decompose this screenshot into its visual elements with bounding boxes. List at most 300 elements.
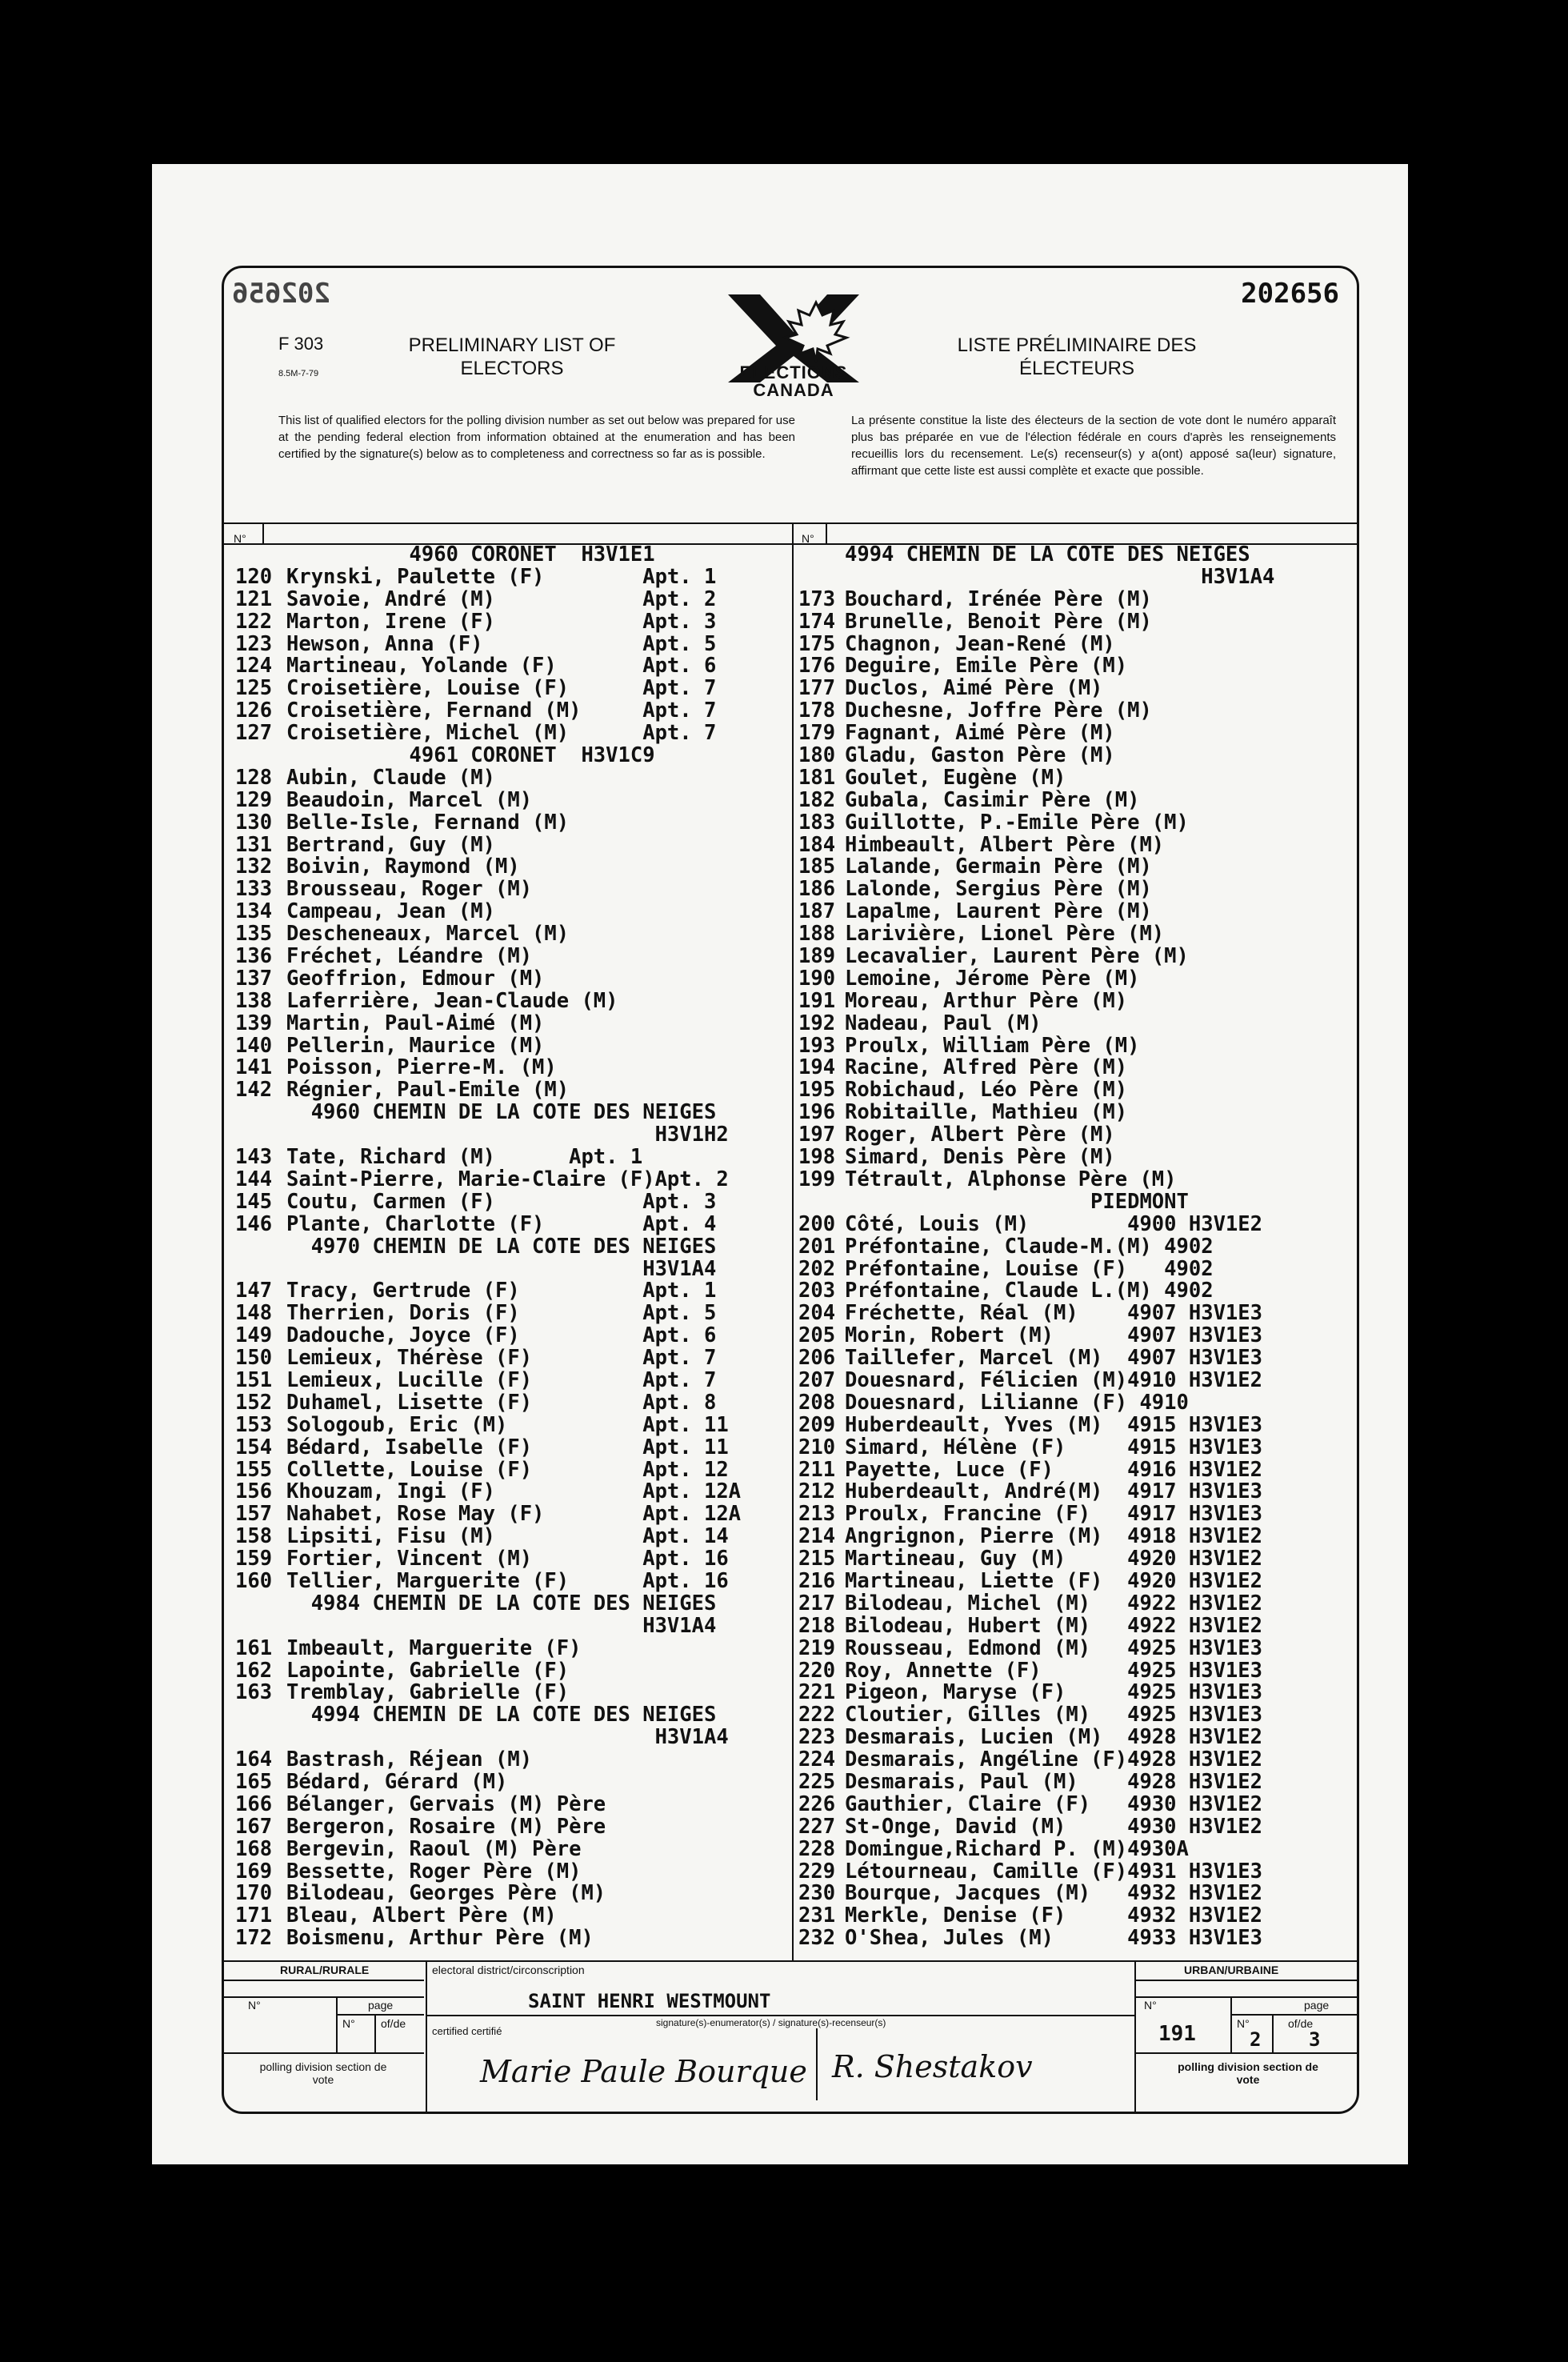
urban-of-value: 3 [1309,2028,1321,2051]
elector-entry: Duclos, Aimé Père (M) [845,676,1103,701]
elector-entry: Collette, Louise (F) Apt. 12 [286,1457,729,1482]
elector-row [798,1367,1358,1392]
elector-number: 221 [798,1680,836,1705]
elector-number: 208 [798,1390,836,1415]
elector-entry: Lemieux, Lucille (F) Apt. 7 [286,1367,717,1392]
elector-entry: Lipsiti, Fisu (M) Apt. 14 [286,1524,729,1549]
elector-number: 140 [235,1033,273,1058]
elector-entry: Boismenu, Arthur Père (M) [286,1926,594,1951]
serial-number-mirrored: 202656 [232,278,330,310]
elector-entry: Lalande, Germain Père (M) [845,855,1152,879]
elector-entry: Proulx, William Père (M) [845,1033,1140,1058]
elector-row [798,1548,1358,1571]
elector-number: 191 [798,988,836,1013]
district-label: electoral district/circonscription [432,1964,585,1976]
elector-number: 178 [798,699,836,723]
elector-entry: Bouchard, Irénée Père (M) [845,586,1152,611]
urban-polling-division-label: polling division section de vote [1178,2060,1318,2086]
elector-row [235,1816,787,1839]
elector-entry: Pellerin, Maurice (M) [286,1033,545,1058]
elector-row [798,787,1358,812]
elector-row [235,901,787,923]
elector-number: 199 [798,1167,836,1191]
elector-number: 220 [798,1658,836,1683]
footer-rule-d [1136,1996,1359,1998]
elector-entry: Proulx, Francine (F) 4917 H3V1E3 [845,1502,1262,1527]
elector-entry: Poisson, Pierre-M. (M) [286,1055,557,1080]
certified-label: certified certifié [432,2025,502,2037]
elector-number: 219 [798,1635,836,1660]
urban-page-value: 2 [1250,2028,1262,2051]
elector-number: 204 [798,1301,836,1326]
elector-row [798,1660,1358,1683]
elector-row [798,1437,1358,1459]
elector-entry: Morin, Robert (M) 4907 H3V1E3 [845,1323,1262,1348]
footer-rural-divider [224,1980,424,1981]
elector-number: 156 [235,1479,273,1504]
elector-number: 212 [798,1479,836,1504]
elector-number: 207 [798,1367,836,1392]
elector-entry: Gubala, Casimir Père (M) [845,787,1140,812]
elector-row [235,1079,787,1102]
elector-number: 218 [798,1613,836,1638]
elector-number: 222 [798,1703,836,1727]
elector-entry: Saint-Pierre, Marie-Claire (F)Apt. 2 [286,1167,729,1191]
elector-row [235,723,787,745]
elector-entry: Bourque, Jacques (M) 4932 H3V1E2 [845,1881,1262,1906]
elector-number: 173 [798,586,836,611]
address-heading-row [235,745,787,767]
elector-row [235,1325,787,1347]
electors-column-left [235,544,787,1950]
address-heading-row [798,566,1358,589]
elector-number: 151 [235,1367,273,1392]
elector-entry: St-Onge, David (M) 4930 H3V1E2 [845,1814,1262,1839]
intro-english: This list of qualified electors for the polling division number as set out below was prepared for use at the pending federal election from information obtained at the enumeration and has been certified by the signature(s) below as to completeness and correctness so far as is possible. [278,414,795,461]
elector-entry: Taillefer, Marcel (M) 4907 H3V1E3 [845,1346,1262,1371]
elector-number: 165 [235,1769,273,1794]
col-label-divider-left [262,522,264,543]
elector-entry: Marton, Irene (F) Apt. 3 [286,609,717,634]
elector-row [798,1280,1358,1303]
elector-entry: Nahabet, Rose May (F) Apt. 12A [286,1502,742,1527]
elector-row [798,1883,1358,1905]
urban-no-small: N° [1237,2017,1250,2030]
elector-row [235,1769,787,1794]
elector-row [235,1548,787,1571]
elector-number: 183 [798,810,836,835]
elector-entry: Himbeault, Albert Père (M) [845,832,1165,857]
address-heading-row [798,544,1358,566]
elector-entry: Bédard, Gérard (M) [286,1769,508,1794]
elector-entry: Gauthier, Claire (F) 4930 H3V1E2 [845,1792,1262,1816]
elector-entry: Tétrault, Alphonse Père (M) [845,1167,1177,1191]
elector-entry: Lalonde, Sergius Père (M) [845,877,1152,902]
elector-entry: Lapalme, Laurent Père (M) [845,899,1152,924]
elector-row [798,988,1358,1013]
elector-row [235,1459,787,1482]
address-heading-row [235,1615,787,1638]
elector-row [798,901,1358,923]
address-heading: 4960 CORONET H3V1E1 [286,542,655,566]
elector-number: 158 [235,1524,273,1549]
address-heading-row [798,1191,1358,1214]
elector-entry: Côté, Louis (M) 4900 H3V1E2 [845,1211,1262,1236]
elector-row [798,1682,1358,1704]
elector-row [235,923,787,946]
elector-row [798,1816,1358,1839]
electors-list-form [222,266,1359,2114]
elector-row [235,1749,787,1772]
electors-column-right [798,544,1358,1950]
elector-row [235,1635,787,1660]
elector-entry: Roy, Annette (F) 4925 H3V1E3 [845,1658,1262,1683]
elector-number: 193 [798,1033,836,1058]
elector-row [798,1035,1358,1058]
elector-number: 168 [235,1836,273,1861]
rural-polling-division-label: polling division section de vote [259,2060,387,2086]
elector-row [235,566,787,589]
elector-entry: Bédard, Isabelle (F) Apt. 11 [286,1435,729,1459]
elector-number: 203 [798,1279,836,1303]
elector-number: 231 [798,1904,836,1928]
elector-number: 126 [235,699,273,723]
elector-number: 122 [235,609,273,634]
elector-entry: Régnier, Paul-Emile (M) [286,1078,570,1103]
address-heading-row [235,1256,787,1281]
elector-row [235,1169,787,1191]
elector-row [798,1635,1358,1660]
elector-number: 133 [235,877,273,902]
elector-number: 185 [798,855,836,879]
elector-number: 226 [798,1792,836,1816]
rural-no-label: N° [248,1999,261,2012]
address-heading: 4994 CHEMIN DE LA COTE DES NEIGES [845,542,1250,566]
elector-number: 137 [235,966,273,991]
elector-number: 148 [235,1301,273,1326]
intro-french: La présente constitue la liste des électeurs de la section de vote dont le numéro apparaît plus bas préparée en vue de l'élection fédérale en cours d'après les renseignements recueillis lors du recensement. Le(s) recenseur(s) y a(ont) apposé sa(leur) signature, affirmant que cette liste est aussi complète et exacte que possible. [851,414,1336,478]
elector-row [235,1013,787,1035]
elector-row [235,678,787,700]
elector-number: 129 [235,787,273,812]
elector-number: 184 [798,832,836,857]
elector-number: 154 [235,1435,273,1459]
elector-row [798,1928,1358,1950]
elector-row [235,1437,787,1459]
elector-row [235,1057,787,1079]
footer-rule-e [1230,2014,1359,2016]
elector-number: 164 [235,1747,273,1772]
elector-entry: Desmarais, Angéline (F)4928 H3V1E2 [845,1747,1262,1772]
elector-number: 127 [235,721,273,746]
elector-number: 150 [235,1346,273,1371]
urban-no-label: N° [1144,1999,1157,2012]
elector-row [798,631,1358,656]
elector-number: 131 [235,832,273,857]
elector-number: 195 [798,1078,836,1103]
elector-row [235,856,787,879]
urban-label: URBAN/URBAINE [1184,1964,1279,1976]
elector-number: 228 [798,1836,836,1861]
elector-row [235,1568,787,1593]
address-heading: 4984 CHEMIN DE LA COTE DES NEIGES [286,1591,717,1615]
elector-number: 196 [798,1100,836,1125]
elector-entry: Tate, Richard (M) Apt. 1 [286,1145,643,1170]
elector-number: 216 [798,1568,836,1593]
footer-rule-a [224,1996,424,1998]
elector-row [235,655,787,678]
elector-row [798,1568,1358,1593]
elector-entry: Lemieux, Thérèse (F) Apt. 7 [286,1346,717,1371]
elector-entry: Dadouche, Joyce (F) Apt. 6 [286,1323,717,1348]
elector-number: 159 [235,1547,273,1571]
elector-row [798,586,1358,611]
elector-row [235,1392,787,1415]
elector-entry: Descheneaux, Marcel (M) [286,922,570,947]
signature-divider [816,2028,818,2100]
elector-entry: Nadeau, Paul (M) [845,1011,1042,1035]
elector-entry: Tracy, Gertrude (F) Apt. 1 [286,1279,717,1303]
footer-vline-4 [374,2014,376,2052]
elector-entry: Boivin, Raymond (M) [286,855,520,879]
elector-number: 134 [235,899,273,924]
elector-number: 225 [798,1769,836,1794]
elector-row [798,611,1358,634]
elector-entry: Aubin, Claude (M) [286,765,495,790]
elector-entry: Hewson, Anna (F) Apt. 5 [286,631,717,656]
elector-number: 179 [798,721,836,746]
rural-no-small: N° [342,2017,355,2030]
elector-number: 125 [235,676,273,701]
urban-page-label: page [1304,1999,1330,2012]
footer-rule-f [1136,2052,1359,2054]
elector-row [235,1147,787,1169]
elector-row [798,1303,1358,1325]
elector-number: 213 [798,1502,836,1527]
elector-entry: Krynski, Paulette (F) Apt. 1 [286,564,717,589]
elector-entry: Martineau, Yolande (F) Apt. 6 [286,654,717,679]
elector-number: 124 [235,654,273,679]
elector-number: 180 [798,743,836,768]
elector-entry: Létourneau, Camille (F)4931 H3V1E3 [845,1859,1262,1884]
signature-2: R. Shestakov [832,2049,1033,2084]
elector-number: 224 [798,1747,836,1772]
elector-number: 155 [235,1457,273,1482]
footer-rule-b [336,2014,424,2016]
elector-row [798,1211,1358,1236]
elector-entry: Cloutier, Gilles (M) 4925 H3V1E3 [845,1703,1262,1727]
elector-entry: Deguire, Emile Père (M) [845,654,1128,679]
elector-number: 194 [798,1055,836,1080]
elector-row [235,1347,787,1370]
address-heading-row [235,1704,787,1727]
elector-entry: Desmarais, Lucien (M) 4928 H3V1E2 [845,1725,1262,1750]
elector-row [798,1147,1358,1169]
elector-number: 161 [235,1635,273,1660]
elector-row [798,968,1358,991]
address-heading: H3V1A4 [286,1256,717,1281]
elector-row [235,787,787,812]
address-heading: H3V1A4 [286,1725,729,1750]
elector-entry: Bélanger, Gervais (M) Père [286,1792,606,1816]
elector-number: 145 [235,1189,273,1214]
footer-vline-3 [336,1996,338,2052]
elector-row [235,1660,787,1683]
elector-entry: Huberdeault, Yves (M) 4915 H3V1E3 [845,1412,1262,1437]
elector-entry: Fortier, Vincent (M) Apt. 16 [286,1547,729,1571]
address-heading-row [235,1124,787,1147]
serial-number: 202656 [1241,278,1339,310]
footer-divider [224,1960,1359,1962]
elector-number: 209 [798,1412,836,1437]
elector-row [798,1013,1358,1035]
address-heading-row [235,1102,787,1124]
elector-entry: Desmarais, Paul (M) 4928 H3V1E2 [845,1769,1262,1794]
elector-number: 201 [798,1234,836,1259]
elector-number: 217 [798,1591,836,1615]
elector-number: 135 [235,922,273,947]
elector-entry: Préfontaine, Louise (F) 4902 [845,1256,1214,1281]
district-value: SAINT HENRI WESTMOUNT [528,1990,771,2012]
elector-entry: O'Shea, Jules (M) 4933 H3V1E3 [845,1926,1262,1951]
elector-row [235,611,787,634]
address-heading: PIEDMONT [845,1189,1189,1214]
elector-row [235,1794,787,1816]
elector-number: 139 [235,1011,273,1035]
elector-row [235,1682,787,1704]
elector-row [798,1526,1358,1548]
district-underline [426,2015,1134,2016]
elector-entry: Duchesne, Joffre Père (M) [845,699,1152,723]
form-date: 8.5M-7-79 [278,369,319,378]
footer-urban-divider [1136,1980,1359,1981]
elector-number: 186 [798,877,836,902]
elector-entry: Racine, Alfred Père (M) [845,1055,1128,1080]
elector-entry: Sologoub, Eric (M) Apt. 11 [286,1412,729,1437]
elector-row [235,988,787,1013]
elector-entry: Huberdeault, André(M) 4917 H3V1E3 [845,1479,1262,1504]
elector-entry: Bastrash, Réjean (M) [286,1747,533,1772]
elector-row [798,1503,1358,1526]
elector-number: 146 [235,1211,273,1236]
elector-entry: Robitaille, Mathieu (M) [845,1100,1128,1125]
elector-entry: Martin, Paul-Aimé (M) [286,1011,545,1035]
elector-row [235,1905,787,1928]
elector-row [235,1191,787,1214]
elector-row [798,1102,1358,1124]
elector-row [235,1928,787,1950]
elector-entry: Belle-Isle, Fernand (M) [286,810,570,835]
elector-entry: Lapointe, Gabrielle (F) [286,1658,570,1683]
elector-entry: Fagnant, Aimé Père (M) [845,721,1115,746]
elector-entry: Bilodeau, Hubert (M) 4922 H3V1E2 [845,1613,1262,1638]
signature-label: signature(s)-enumerator(s) / signature(s)-recenseur(s) [656,2017,886,2028]
elector-number: 189 [798,944,836,969]
elector-row [798,946,1358,968]
elector-row [235,1412,787,1437]
elector-number: 142 [235,1078,273,1103]
elector-row [798,723,1358,745]
elector-entry: Merkle, Denise (F) 4932 H3V1E2 [845,1904,1262,1928]
elector-entry: Coutu, Carmen (F) Apt. 3 [286,1189,717,1214]
elector-row [235,946,787,968]
elector-row [798,767,1358,790]
address-heading-row [235,1727,787,1749]
elector-entry: Payette, Luce (F) 4916 H3V1E2 [845,1457,1262,1482]
footer-vline-5 [1230,1996,1232,2052]
elector-row [798,1905,1358,1928]
elector-number: 174 [798,609,836,634]
elector-entry: Croisetière, Louise (F) Apt. 7 [286,676,717,701]
elector-entry: Laferrière, Jean-Claude (M) [286,988,618,1013]
signature-1: Marie Paule Bourque [480,2054,807,2089]
elector-entry: Bessette, Roger Père (M) [286,1859,582,1884]
title-french: LISTE PRÉLIMINAIRE DES ÉLECTEURS [957,334,1197,379]
elector-number: 162 [235,1658,273,1683]
elector-row [798,678,1358,700]
elector-entry: Goulet, Eugène (M) [845,765,1066,790]
elector-entry: Robichaud, Léo Père (M) [845,1078,1128,1103]
rural-of-label: of/de [381,2017,406,2030]
form-number: F 303 [278,334,324,354]
elector-number: 175 [798,631,836,656]
footer-rule-c [224,2052,424,2054]
elector-number: 223 [798,1725,836,1750]
address-heading: 4961 CORONET H3V1C9 [286,743,655,768]
elector-entry: Bleau, Albert Père (M) [286,1904,557,1928]
elector-row [798,745,1358,767]
title-english: PRELIMINARY LIST OF ELECTORS [408,334,616,379]
elector-row [798,1236,1358,1259]
elector-entry: Fréchet, Léandre (M) [286,944,533,969]
elector-number: 192 [798,1011,836,1035]
elector-entry: Tremblay, Gabrielle (F) [286,1680,570,1705]
elector-entry: Martineau, Guy (M) 4920 H3V1E2 [845,1547,1262,1571]
elector-number: 143 [235,1145,273,1170]
paper-sheet [152,164,1408,2164]
elector-row [235,700,787,723]
elector-row [235,631,787,656]
elector-row [798,1481,1358,1503]
elector-number: 157 [235,1502,273,1527]
urban-of-label: of/de [1288,2017,1314,2030]
elector-number: 153 [235,1412,273,1437]
elector-number: 205 [798,1323,836,1348]
elector-entry: Simard, Denis Père (M) [845,1145,1115,1170]
elector-row [235,1503,787,1526]
elector-number: 214 [798,1524,836,1549]
elector-number: 147 [235,1279,273,1303]
elector-entry: Khouzam, Ingi (F) Apt. 12A [286,1479,742,1504]
elector-row [235,1367,787,1392]
elector-number: 190 [798,966,836,991]
elector-number: 136 [235,944,273,969]
elector-row [798,1392,1358,1415]
center-divider [792,522,794,1960]
elector-number: 202 [798,1256,836,1281]
elector-row [798,1124,1358,1147]
elector-number: 176 [798,654,836,679]
column-label-left: N° [234,532,246,545]
elector-row [235,968,787,991]
elector-number: 198 [798,1145,836,1170]
elector-row [798,700,1358,723]
elector-row [798,1615,1358,1638]
address-heading: 4994 CHEMIN DE LA COTE DES NEIGES [286,1703,717,1727]
column-label-right: N° [802,532,814,545]
elector-number: 167 [235,1814,273,1839]
elector-number: 144 [235,1167,273,1191]
